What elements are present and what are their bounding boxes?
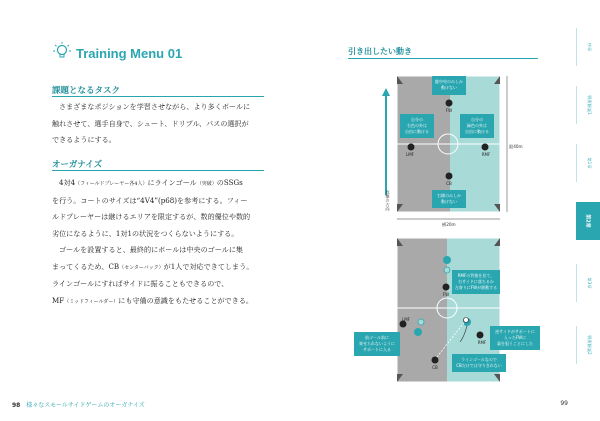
text-line: 4対4（フィールドプレーヤー各4人）にラインゴール（突破）のSSGs <box>59 178 243 187</box>
tab-prologue[interactable] <box>576 28 600 66</box>
text-line: 触れさせて、選手自身で、シュート、ドリブル、パスの選択が <box>52 118 249 128</box>
page-footer-left <box>12 400 145 409</box>
player-fw <box>446 100 453 107</box>
width-label: 横20m <box>442 222 456 227</box>
diagram-heading: 引き出したい動き <box>348 47 412 56</box>
field-diagram-bottom <box>340 232 560 392</box>
tab-chapter-3[interactable] <box>576 264 600 302</box>
text-line: MF（ミッドフィールダー）にも守備の意識をもたせることができる。 <box>52 295 254 305</box>
callout-line: 右サイドに落ちるか <box>458 279 494 284</box>
player-fw <box>443 284 450 291</box>
tab-label: 第1章 <box>586 157 592 169</box>
callout-line: 動けない <box>441 85 457 90</box>
text-line: ラインゴールにすればサイドに振ることもできるので、 <box>52 279 229 288</box>
tab-chapter-2[interactable] <box>576 202 600 240</box>
right-page <box>300 0 600 421</box>
lightbulb-icon <box>52 41 72 61</box>
text-line: ルドプレーヤーは継けるエリアを限定するが、数的優位や数的 <box>52 212 251 221</box>
task-paragraph <box>52 99 266 149</box>
gray-zone <box>397 238 450 382</box>
player-label: LMF <box>406 152 414 157</box>
player-label: RMF <box>481 152 491 157</box>
text-line: ゴールを設置すると、最終的にボールは中央のゴールに集 <box>59 245 244 254</box>
section-heading-task: 課題となるタスク <box>52 86 121 96</box>
page-number: 98 <box>12 402 21 409</box>
player-lmf <box>408 144 415 151</box>
player-label: FW <box>445 108 453 113</box>
player-label: CB <box>432 365 438 370</box>
callout-line: 自由に動ける <box>465 129 489 134</box>
callout-line: RMFの背後を見て、 <box>457 273 495 278</box>
tab-label: 戦術解説2 <box>586 335 592 355</box>
tab-label: 第3章 <box>586 277 592 289</box>
tab-label: 戦術解説1 <box>586 95 592 115</box>
player-label: LMF <box>402 317 410 322</box>
movement-marker <box>443 256 451 264</box>
movement-marker <box>444 267 450 273</box>
callout-line: 緑色の外は <box>467 123 487 128</box>
player-label: FW <box>442 292 450 297</box>
player-rmf <box>482 144 489 151</box>
divider <box>52 170 264 171</box>
ball-icon <box>464 318 469 323</box>
length-label: 縦40m <box>509 144 523 149</box>
callout-line: 逆サイドがサポートに <box>495 329 535 334</box>
text-line: さまざまなポジションを学習させながら、より多くボールに <box>59 102 251 111</box>
player-cb <box>432 357 439 364</box>
tab-label: 序章 <box>586 42 592 52</box>
callout-line: 右色の外は <box>407 123 427 128</box>
player-label: CB <box>446 181 452 186</box>
callout-line: 自由に動ける <box>405 129 429 134</box>
callout-line: 入ったFWに <box>503 335 527 340</box>
tab-chapter-1[interactable] <box>576 144 600 182</box>
player-rmf <box>477 332 484 339</box>
callout-line: 右側のみしか <box>437 193 461 198</box>
text-line: まってくるため、CB（センターバック）が1人で対応できてしまう。 <box>52 261 254 271</box>
movement-marker <box>414 328 422 336</box>
running-title: 様々なスモールサイドゲームのオーガナイズ <box>26 402 145 409</box>
callout-line: 寄せられないように <box>359 341 395 346</box>
chapter-tabs <box>570 28 600 368</box>
movement-marker <box>418 319 424 325</box>
left-page <box>0 0 290 421</box>
callout-line: サポートに入る <box>363 347 391 352</box>
page-number: 99 <box>560 400 568 407</box>
callout-line: 自分の <box>411 117 423 122</box>
divider <box>348 58 538 59</box>
tab-tactics-2[interactable] <box>576 326 600 364</box>
organize-paragraph <box>52 175 266 310</box>
text-line: を行う。コートのサイズは“4V4”(p68)を参考にする。フィー <box>52 195 248 205</box>
player-label: RMF <box>477 340 487 345</box>
callout-line: 縦中央のみしか <box>435 79 463 84</box>
callout-line: 動けない <box>441 199 457 204</box>
text-line: できるようにする。 <box>52 135 116 144</box>
page-title: Training Menu 01 <box>76 46 183 61</box>
callout-line: CBだけでは守りきれない <box>456 363 502 368</box>
attack-direction-label: 攻撃の方向 <box>385 190 391 211</box>
callout-line: 裏を狙うことにした <box>497 341 533 346</box>
text-line: 劣位になるように、1対1の状況をつくらないようにする。 <box>52 228 239 238</box>
divider <box>52 96 264 97</box>
callout-line: 自分の <box>471 117 483 122</box>
player-cb <box>446 173 453 180</box>
section-heading-organize: オーガナイズ <box>52 160 103 170</box>
field-diagram-top <box>360 70 555 230</box>
tab-tactics-1[interactable] <box>576 86 600 124</box>
callout-line: 前ゴール前に <box>365 335 389 340</box>
tab-label: 第2章 <box>584 214 591 228</box>
arrow-up-icon <box>382 88 390 96</box>
callout-line: 左寄りにFWが移動する <box>454 285 498 290</box>
callout-line: ラインゴールなので <box>461 357 497 362</box>
